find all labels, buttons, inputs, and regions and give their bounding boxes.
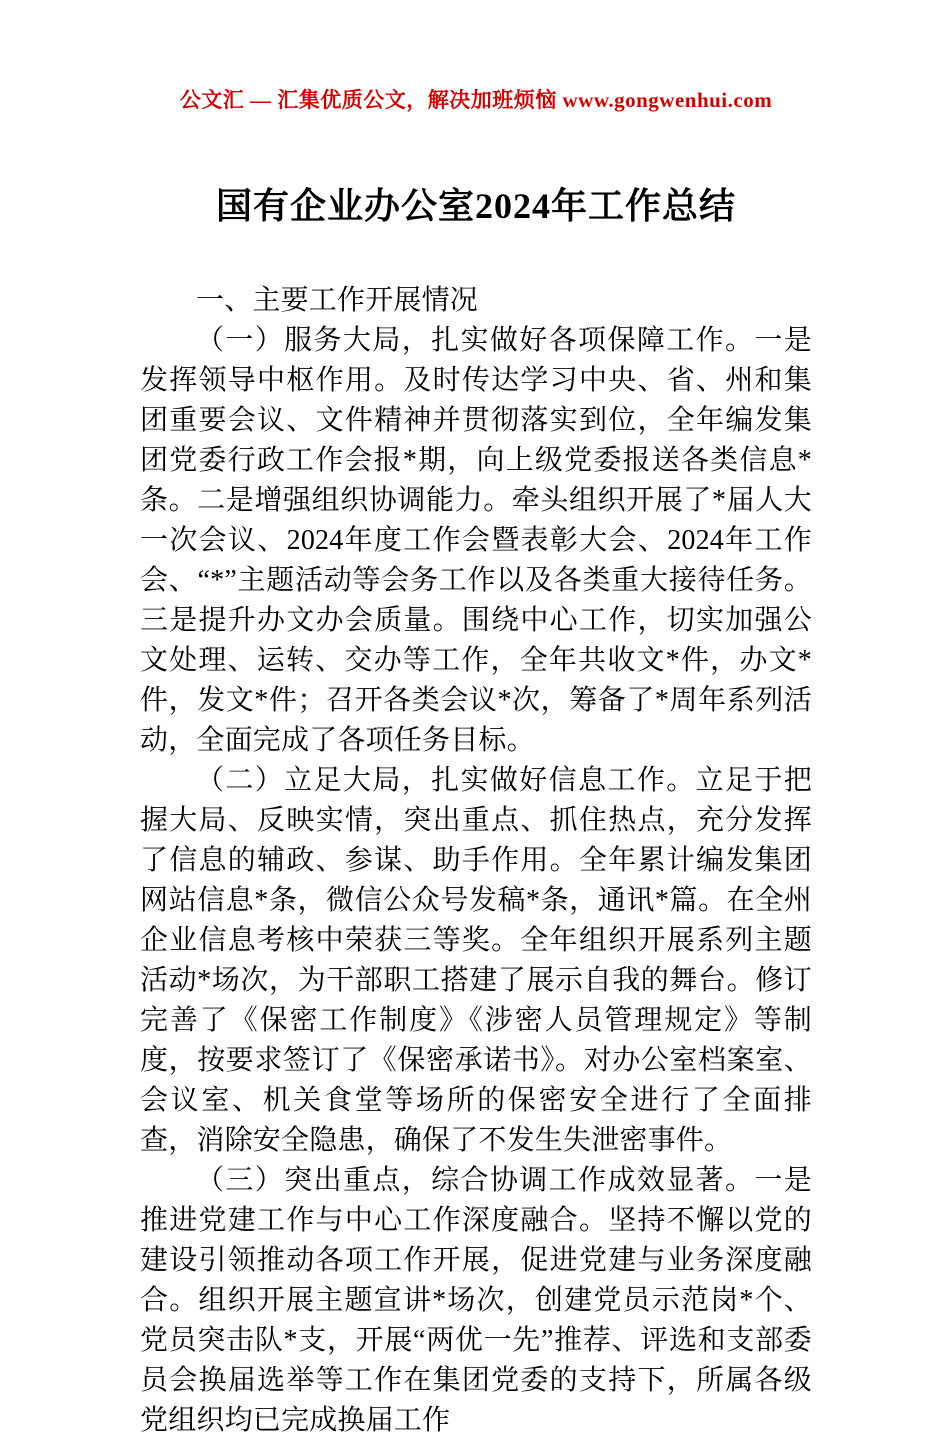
site-banner-text: 公文汇 — 汇集优质公文，解决加班烦恼 www.gongwenhui.com — [179, 88, 773, 112]
document-body — [140, 281, 812, 1441]
section-heading: 一、主要工作开展情况 — [196, 285, 479, 316]
paragraph: （三）突出重点，综合协调工作成效显著。一是推进党建工作与中心工作深度融合。坚持不懈以党的建设引领推动各项工作开展，促进党建与业务深度融合。组织开展主题宣讲*场次，创建党员示范岗*个、党员突击队*支，开展“两优一先”推荐、评选和支部委员会换届选举等工作在集团党委的支持下，所属各级党组织均已完成换届工作 — [140, 1165, 812, 1436]
site-banner — [140, 84, 812, 114]
document-title: 国有企业办公室2024年工作总结 — [215, 186, 736, 226]
paragraph: （一）服务大局，扎实做好各项保障工作。一是发挥领导中枢作用。及时传达学习中央、省、州和集团重要会议、文件精神并贯彻落实到位，全年编发集团党委行政工作会报*期，向上级党委报送各类信息*条。二是增强组织协调能力。牵头组织开展了*届人大一次会议、2024年度工作会暨表彰大会、2024年工作会、“*”主题活动等会务工作以及各类重大接待任务。三是提升办文办会质量。围绕中心工作，切实加强公文处理、运转、交办等工作，全年共收文*件，办文*件，发文*件；召开各类会议*次，筹备了*周年系列活动，全面完成了各项任务目标。 — [140, 325, 812, 756]
paragraph: （二）立足大局，扎实做好信息工作。立足于把握大局、反映实情，突出重点、抓住热点，充分发挥了信息的辅政、参谋、助手作用。全年累计编发集团网站信息*条，微信公众号发稿*条，通讯*篇。在全州企业信息考核中荣获三等奖。全年组织开展系列主题活动*场次，为干部职工搭建了展示自我的舞台。修订完善了《保密工作制度》《涉密人员管理规定》等制度，按要求签订了《保密承诺书》。对办公室档案室、会议室、机关食堂等场所的保密安全进行了全面排查，消除安全隐患，确保了不发生失泄密事件。 — [140, 765, 812, 1156]
